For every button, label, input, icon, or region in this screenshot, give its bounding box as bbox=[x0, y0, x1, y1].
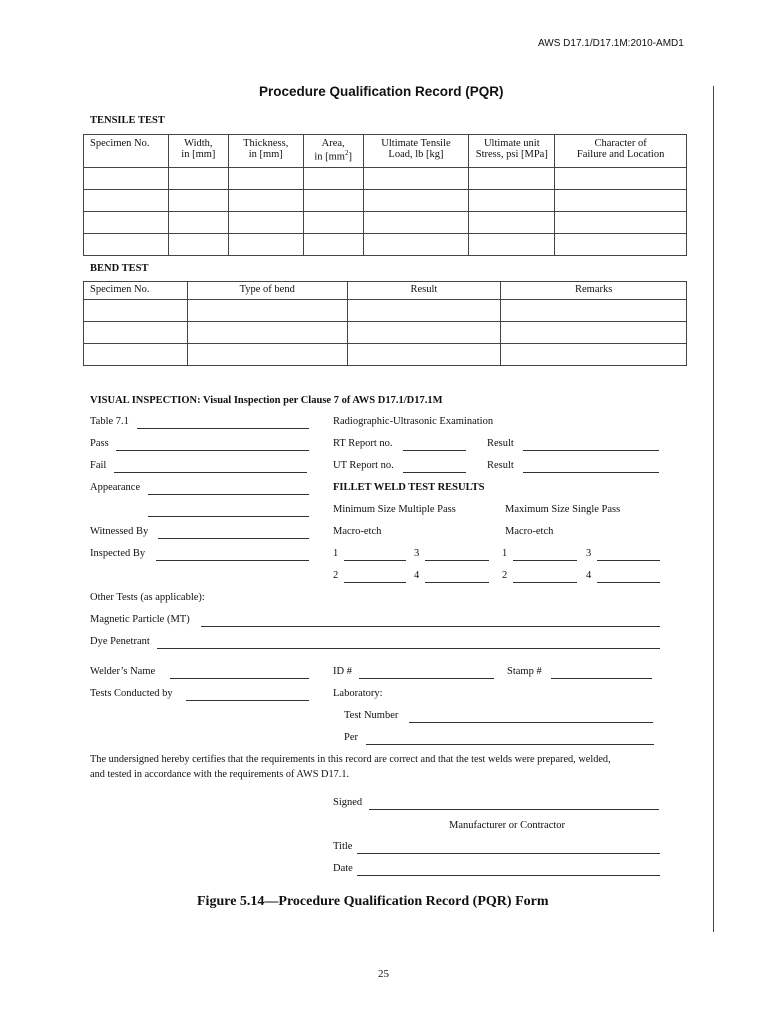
test-number-label: Test Number bbox=[344, 710, 399, 721]
certify-line-1: The undersigned hereby certifies that the requirements in this record are correct and that the test welds were prepared, welded, bbox=[90, 754, 611, 765]
margin-rule bbox=[713, 86, 714, 932]
col-ultimate-load: Ultimate Tensile Load, lb [kg] bbox=[363, 135, 469, 168]
col-failure-location: Character of Failure and Location bbox=[555, 135, 687, 168]
test-number-field[interactable] bbox=[409, 722, 653, 723]
min-2-label: 2 bbox=[333, 570, 339, 581]
certify-line-2: and tested in accordance with the requirements of AWS D17.1. bbox=[90, 769, 350, 780]
tensile-header-row bbox=[84, 135, 687, 168]
welder-name-field[interactable] bbox=[170, 678, 309, 679]
visual-heading: VISUAL INSPECTION: Visual Inspection per Clause 7 of AWS D17.1/D17.1M bbox=[90, 395, 443, 406]
table-row[interactable] bbox=[84, 168, 687, 190]
rad-ultra-label: Radiographic-Ultrasonic Examination bbox=[333, 416, 494, 427]
min-1-label: 1 bbox=[333, 548, 339, 559]
signed-label: Signed bbox=[333, 797, 363, 808]
table-row[interactable] bbox=[84, 234, 687, 256]
dye-field[interactable] bbox=[157, 648, 660, 649]
col-type-of-bend: Type of bend bbox=[187, 282, 347, 300]
col-ultimate-stress: Ultimate unit Stress, psi [MPa] bbox=[469, 135, 555, 168]
other-tests-heading: Other Tests (as applicable): bbox=[90, 592, 205, 603]
signed-field[interactable] bbox=[369, 809, 659, 810]
date-field[interactable] bbox=[357, 875, 660, 876]
max-2-label: 2 bbox=[502, 570, 508, 581]
ut-result-label: Result bbox=[487, 460, 514, 471]
col-remarks: Remarks bbox=[501, 282, 687, 300]
rt-result-field[interactable] bbox=[523, 450, 659, 451]
min-3-field[interactable] bbox=[425, 560, 489, 561]
title-label: Title bbox=[333, 841, 353, 852]
fail-field[interactable] bbox=[114, 472, 307, 473]
max-4-field[interactable] bbox=[597, 582, 660, 583]
magnetic-label: Magnetic Particle (MT) bbox=[90, 614, 190, 625]
appearance-field-2[interactable] bbox=[148, 516, 309, 517]
date-label: Date bbox=[333, 863, 353, 874]
document-code: AWS D17.1/D17.1M:2010-AMD1 bbox=[538, 38, 684, 49]
max-3-field[interactable] bbox=[597, 560, 660, 561]
id-field[interactable] bbox=[359, 678, 494, 679]
welder-name-label: Welder’s Name bbox=[90, 666, 156, 677]
rt-report-field[interactable] bbox=[403, 450, 466, 451]
per-field[interactable] bbox=[366, 744, 654, 745]
laboratory-label: Laboratory: bbox=[333, 688, 383, 699]
title-field[interactable] bbox=[357, 853, 660, 854]
ut-report-label: UT Report no. bbox=[333, 460, 394, 471]
min-size-label: Minimum Size Multiple Pass bbox=[333, 504, 456, 515]
appearance-field[interactable] bbox=[148, 494, 309, 495]
page-title: Procedure Qualification Record (PQR) bbox=[259, 84, 504, 99]
table-row[interactable] bbox=[84, 344, 687, 366]
appearance-label: Appearance bbox=[90, 482, 141, 493]
figure-caption: Figure 5.14—Procedure Qualification Record (PQR) Form bbox=[197, 894, 549, 909]
id-label: ID # bbox=[333, 666, 352, 677]
table-row[interactable] bbox=[84, 190, 687, 212]
max-1-field[interactable] bbox=[513, 560, 577, 561]
col-area: Area, in $[mm^2]$ bbox=[303, 135, 363, 168]
inspected-by-field[interactable] bbox=[156, 560, 309, 561]
max-1-label: 1 bbox=[502, 548, 508, 559]
max-size-label: Maximum Size Single Pass bbox=[505, 504, 621, 515]
witnessed-by-label: Witnessed By bbox=[90, 526, 149, 537]
max-3-label: 3 bbox=[586, 548, 592, 559]
inspected-by-label: Inspected By bbox=[90, 548, 146, 559]
tensile-table bbox=[83, 134, 687, 256]
pass-label: Pass bbox=[90, 438, 109, 449]
min-1-field[interactable] bbox=[344, 560, 406, 561]
stamp-label: Stamp # bbox=[507, 666, 542, 677]
fillet-heading: FILLET WELD TEST RESULTS bbox=[333, 482, 485, 493]
macro-etch-max-label: Macro-etch bbox=[505, 526, 554, 537]
page-number: 25 bbox=[378, 968, 389, 980]
dye-label: Dye Penetrant bbox=[90, 636, 150, 647]
table71-label: Table 7.1 bbox=[90, 416, 129, 427]
rt-report-label: RT Report no. bbox=[333, 438, 393, 449]
bend-header-row bbox=[84, 282, 687, 300]
table-row[interactable] bbox=[84, 300, 687, 322]
magnetic-field[interactable] bbox=[201, 626, 660, 627]
tensile-heading: TENSILE TEST bbox=[90, 115, 165, 126]
per-label: Per bbox=[344, 732, 358, 743]
tests-by-label: Tests Conducted by bbox=[90, 688, 173, 699]
bend-heading: BEND TEST bbox=[90, 263, 149, 274]
col-result: Result bbox=[347, 282, 501, 300]
min-2-field[interactable] bbox=[344, 582, 406, 583]
max-4-label: 4 bbox=[586, 570, 592, 581]
table71-field[interactable] bbox=[137, 428, 309, 429]
min-4-label: 4 bbox=[414, 570, 420, 581]
bend-table bbox=[83, 281, 687, 366]
col-specimen-no: Specimen No. bbox=[84, 135, 169, 168]
manufacturer-label: Manufacturer or Contractor bbox=[449, 820, 566, 831]
min-4-field[interactable] bbox=[425, 582, 489, 583]
ut-report-field[interactable] bbox=[403, 472, 466, 473]
col-specimen-no: Specimen No. bbox=[84, 282, 188, 300]
rt-result-label: Result bbox=[487, 438, 514, 449]
table-row[interactable] bbox=[84, 212, 687, 234]
table-row[interactable] bbox=[84, 322, 687, 344]
max-2-field[interactable] bbox=[513, 582, 577, 583]
macro-etch-min-label: Macro-etch bbox=[333, 526, 382, 537]
ut-result-field[interactable] bbox=[523, 472, 659, 473]
stamp-field[interactable] bbox=[551, 678, 652, 679]
fail-label: Fail bbox=[90, 460, 107, 471]
col-thickness: Thickness, in [mm] bbox=[228, 135, 303, 168]
col-width: Width, in [mm] bbox=[168, 135, 228, 168]
min-3-label: 3 bbox=[414, 548, 420, 559]
witnessed-by-field[interactable] bbox=[158, 538, 309, 539]
pass-field[interactable] bbox=[116, 450, 309, 451]
tests-by-field[interactable] bbox=[186, 700, 309, 701]
